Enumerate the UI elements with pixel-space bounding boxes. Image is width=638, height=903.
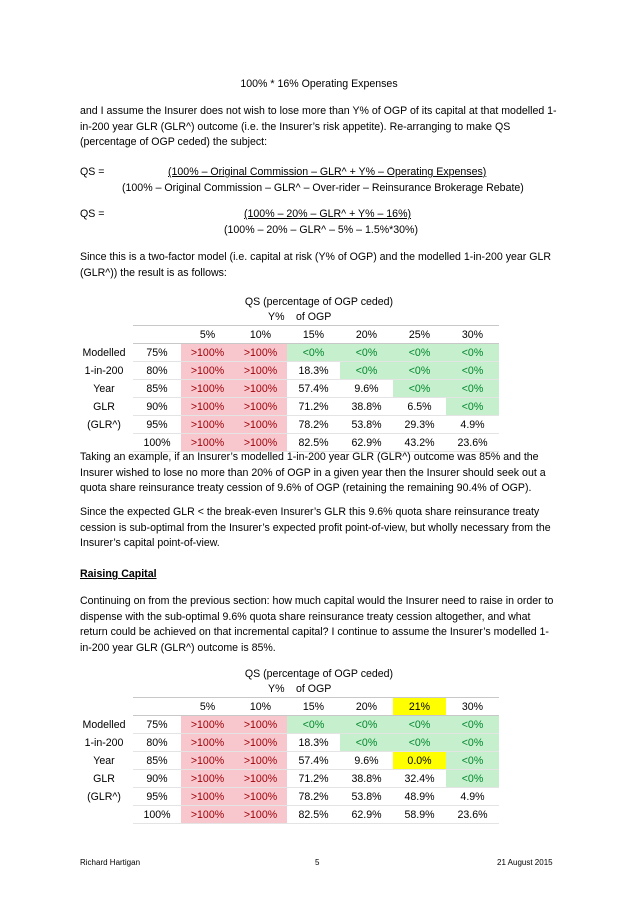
table-cell: <0% bbox=[446, 380, 499, 398]
table-cell: >100% bbox=[181, 398, 234, 416]
row-glr-value: 90% bbox=[133, 770, 181, 788]
table-cell: >100% bbox=[234, 344, 287, 362]
table-cell: >100% bbox=[181, 752, 234, 770]
table-cell: <0% bbox=[287, 716, 340, 734]
table-cell: >100% bbox=[234, 752, 287, 770]
qs-table-1 bbox=[75, 325, 499, 452]
row-label: 1-in-200 bbox=[84, 364, 124, 377]
table-cell: 62.9% bbox=[340, 434, 393, 452]
table2-y-label: Y% bbox=[268, 683, 285, 695]
table-cell: >100% bbox=[181, 716, 234, 734]
table-cell: 71.2% bbox=[287, 770, 340, 788]
table2-caption: QS (percentage of OGP ceded) bbox=[244, 668, 394, 680]
table-cell: <0% bbox=[446, 344, 499, 362]
table-cell: >100% bbox=[234, 362, 287, 380]
row-glr-value: 80% bbox=[133, 362, 181, 380]
row-label: (GLR^) bbox=[87, 418, 121, 431]
footer-author: Richard Hartigan bbox=[80, 858, 141, 867]
table-row bbox=[75, 716, 499, 734]
table-cell: >100% bbox=[234, 416, 287, 434]
table1-y-label: Y% bbox=[268, 311, 285, 323]
row-glr-value: 100% bbox=[133, 434, 181, 452]
equation1-label: QS = bbox=[80, 166, 105, 178]
table2-of-ogp-label: of OGP bbox=[296, 683, 332, 695]
table-cell: 48.9% bbox=[393, 788, 446, 806]
row-glr-value: 95% bbox=[133, 788, 181, 806]
table-row bbox=[75, 770, 499, 788]
qs-table-2 bbox=[75, 697, 499, 824]
header-row bbox=[75, 326, 499, 344]
table-cell: <0% bbox=[446, 716, 499, 734]
table-cell: 57.4% bbox=[287, 752, 340, 770]
table-cell: <0% bbox=[446, 398, 499, 416]
row-label: Year bbox=[93, 382, 115, 395]
table-cell: >100% bbox=[234, 380, 287, 398]
row-glr-value: 85% bbox=[133, 380, 181, 398]
table-row bbox=[75, 806, 499, 824]
table-row bbox=[75, 434, 499, 452]
row-label bbox=[75, 434, 133, 452]
table-row bbox=[75, 734, 499, 752]
table-cell: 29.3% bbox=[393, 416, 446, 434]
equation2-numerator: (100% – 20% – GLR^ + Y% – 16%) bbox=[244, 208, 412, 220]
row-label: (GLR^) bbox=[87, 790, 121, 803]
table-cell: 53.8% bbox=[340, 416, 393, 434]
table-cell: 18.3% bbox=[287, 362, 340, 380]
table-cell: 32.4% bbox=[393, 770, 446, 788]
column-header: 20% bbox=[340, 326, 393, 344]
table-cell: <0% bbox=[446, 362, 499, 380]
column-header: 30% bbox=[446, 698, 499, 716]
column-header: 5% bbox=[181, 326, 234, 344]
table1-of-ogp-label: of OGP bbox=[296, 311, 332, 323]
table-cell: >100% bbox=[234, 788, 287, 806]
equation2-denominator: (100% – 20% – GLR^ – 5% – 1.5%*30%) bbox=[224, 224, 419, 236]
table-cell: >100% bbox=[181, 380, 234, 398]
corner-cell bbox=[133, 326, 181, 344]
row-glr-value: 100% bbox=[133, 806, 181, 824]
column-header: 20% bbox=[340, 698, 393, 716]
table-row bbox=[75, 416, 499, 434]
row-glr-value: 75% bbox=[133, 716, 181, 734]
table-cell: 43.2% bbox=[393, 434, 446, 452]
row-label bbox=[75, 806, 133, 824]
table-row bbox=[75, 362, 499, 380]
column-header: 15% bbox=[287, 698, 340, 716]
table1-caption: QS (percentage of OGP ceded) bbox=[244, 296, 394, 308]
table-cell: <0% bbox=[446, 752, 499, 770]
table-cell: <0% bbox=[393, 362, 446, 380]
table-cell: 23.6% bbox=[446, 434, 499, 452]
column-header: 10% bbox=[234, 326, 287, 344]
row-glr-value: 90% bbox=[133, 398, 181, 416]
intro-line: 100% * 16% Operating Expenses bbox=[240, 78, 398, 90]
footer-date: 21 August 2015 bbox=[497, 858, 553, 867]
table-cell: 62.9% bbox=[340, 806, 393, 824]
paragraph-two-factor: Since this is a two-factor model (i.e. capital at risk (Y% of OGP) and the modelled 1-in-200 year GLR (GLR^)) the result is as follows: bbox=[80, 251, 552, 279]
row-label: 1-in-200 bbox=[84, 736, 124, 749]
table-cell: 0.0% bbox=[393, 752, 446, 770]
row-label: Modelled bbox=[82, 346, 126, 359]
row-label: GLR bbox=[93, 772, 115, 785]
table-cell: <0% bbox=[287, 344, 340, 362]
table-cell: 6.5% bbox=[393, 398, 446, 416]
table-cell: <0% bbox=[340, 734, 393, 752]
table-cell: 9.6% bbox=[340, 380, 393, 398]
table-cell: >100% bbox=[181, 770, 234, 788]
column-header: 5% bbox=[181, 698, 234, 716]
table-cell: <0% bbox=[393, 380, 446, 398]
table-cell: 82.5% bbox=[287, 806, 340, 824]
column-header: 30% bbox=[446, 326, 499, 344]
row-glr-value: 80% bbox=[133, 734, 181, 752]
table-cell: >100% bbox=[234, 398, 287, 416]
equation1-numerator: (100% – Original Commission – GLR^ + Y% – Operating Expenses) bbox=[168, 166, 487, 178]
table-cell: <0% bbox=[340, 716, 393, 734]
table-cell: 23.6% bbox=[446, 806, 499, 824]
table-cell: 78.2% bbox=[287, 788, 340, 806]
table-cell: >100% bbox=[234, 434, 287, 452]
table-cell: >100% bbox=[181, 806, 234, 824]
column-header: 21% bbox=[393, 698, 446, 716]
paragraph-risk-appetite: and I assume the Insurer does not wish to lose more than Y% of OGP of its capital at that modelled 1-in-200 year GLR (GLR^) outcome (i.e. the Insurer’s risk appetite). Re-arranging to make QS (percentage of OGP ceded) the subject: bbox=[80, 105, 557, 149]
paragraph-break-even: Since the expected GLR < the break-even Insurer’s GLR this 9.6% quota share reinsurance treaty cession is sub-optimal from the Insurer’s expected profit point-of-view, but wholly necessary from the Insurer’s capital point-of-view. bbox=[80, 506, 551, 550]
table-cell: <0% bbox=[446, 770, 499, 788]
corner-cell bbox=[75, 698, 133, 716]
table-cell: >100% bbox=[181, 434, 234, 452]
table-row bbox=[75, 752, 499, 770]
table-cell: >100% bbox=[181, 734, 234, 752]
row-glr-value: 85% bbox=[133, 752, 181, 770]
table-cell: 9.6% bbox=[340, 752, 393, 770]
table-row bbox=[75, 380, 499, 398]
table-cell: >100% bbox=[181, 788, 234, 806]
table-row bbox=[75, 398, 499, 416]
table-cell: >100% bbox=[181, 362, 234, 380]
column-header: 10% bbox=[234, 698, 287, 716]
table-cell: >100% bbox=[181, 416, 234, 434]
table-cell: >100% bbox=[234, 716, 287, 734]
section-heading: Raising Capital bbox=[80, 568, 157, 580]
footer-page-number: 5 bbox=[315, 858, 320, 867]
table-cell: 4.9% bbox=[446, 788, 499, 806]
table-cell: 53.8% bbox=[340, 788, 393, 806]
table-cell: >100% bbox=[234, 806, 287, 824]
table-cell: <0% bbox=[393, 344, 446, 362]
row-glr-value: 75% bbox=[133, 344, 181, 362]
corner-cell bbox=[133, 698, 181, 716]
paragraph-example: Taking an example, if an Insurer’s modelled 1-in-200 year GLR (GLR^) outcome was 85% and the Insurer wished to lose no more than 20% of OGP in a given year then the Insurer should seek out a quota share reinsurance treaty cession of 9.6% of OGP (retaining the remaining 90.4% of OGP). bbox=[80, 451, 546, 495]
row-label: Modelled bbox=[82, 718, 126, 731]
column-header: 25% bbox=[393, 326, 446, 344]
table-cell: >100% bbox=[234, 734, 287, 752]
table-cell: 38.8% bbox=[340, 398, 393, 416]
table-cell: <0% bbox=[393, 734, 446, 752]
table-cell: 4.9% bbox=[446, 416, 499, 434]
equation1-denominator: (100% – Original Commission – GLR^ – Over-rider – Reinsurance Brokerage Rebate) bbox=[122, 182, 524, 194]
table-cell: >100% bbox=[181, 344, 234, 362]
equation2-label: QS = bbox=[80, 208, 105, 220]
table-cell: 57.4% bbox=[287, 380, 340, 398]
row-label: GLR bbox=[93, 400, 115, 413]
header-row bbox=[75, 698, 499, 716]
table-cell: 58.9% bbox=[393, 806, 446, 824]
table-cell: 82.5% bbox=[287, 434, 340, 452]
paragraph-raising-capital: Continuing on from the previous section: how much capital would the Insurer need to raise in order to dispense with the sub-optimal 9.6% quota share reinsurance treaty cession altogether, and what return could be achieved on that incremental capital? I continue to assume the Insurer’s modelled 1-in-200 year GLR (GLR^) outcome is 85%. bbox=[80, 595, 554, 654]
table-cell: 78.2% bbox=[287, 416, 340, 434]
table-row bbox=[75, 344, 499, 362]
column-header: 15% bbox=[287, 326, 340, 344]
corner-cell bbox=[75, 326, 133, 344]
table-cell: <0% bbox=[340, 344, 393, 362]
row-glr-value: 95% bbox=[133, 416, 181, 434]
table-cell: 71.2% bbox=[287, 398, 340, 416]
table-cell: >100% bbox=[234, 770, 287, 788]
table-cell: <0% bbox=[446, 734, 499, 752]
table-cell: 38.8% bbox=[340, 770, 393, 788]
table-row bbox=[75, 788, 499, 806]
table-cell: <0% bbox=[340, 362, 393, 380]
table-cell: 18.3% bbox=[287, 734, 340, 752]
row-label: Year bbox=[93, 754, 115, 767]
table-cell: <0% bbox=[393, 716, 446, 734]
